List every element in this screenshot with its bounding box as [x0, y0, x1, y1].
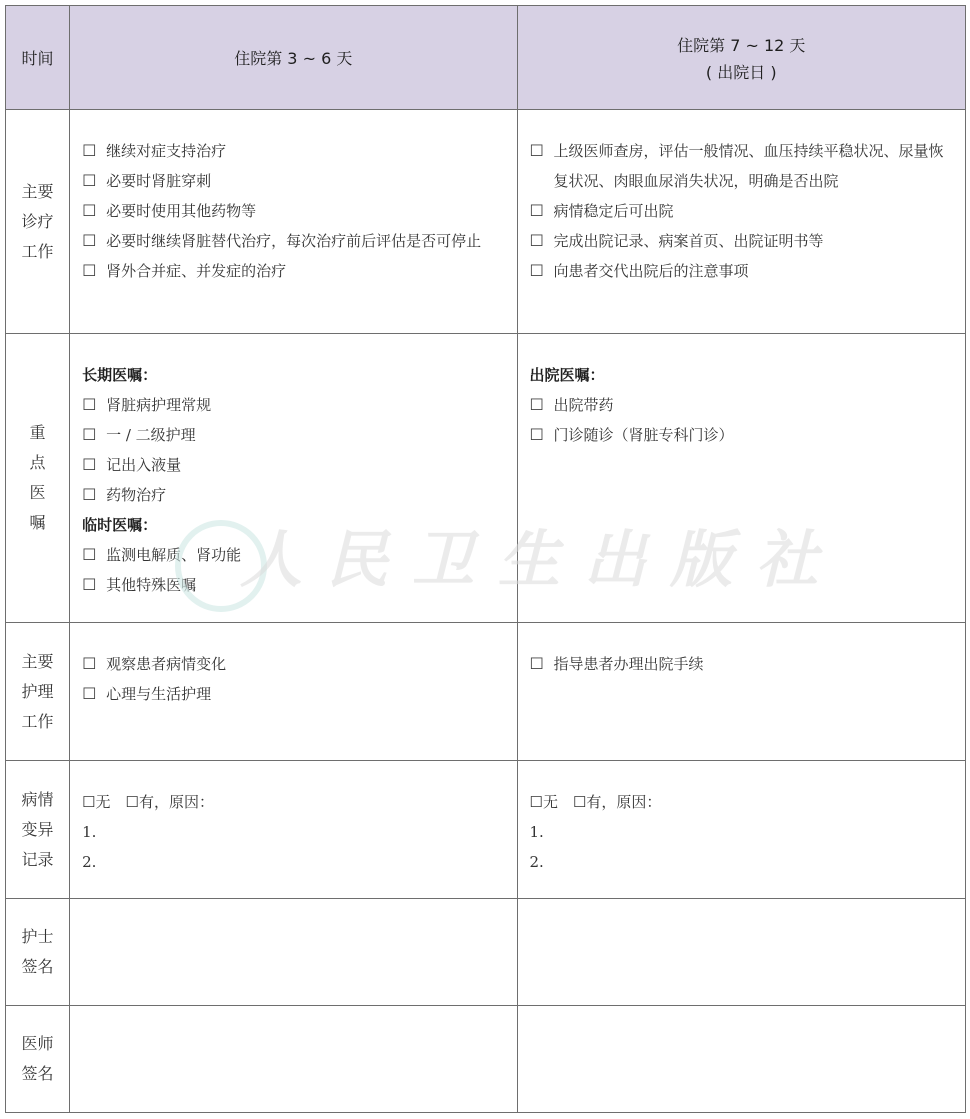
checklist-item[interactable]: ☐ 病情稳定后可出院 [530, 196, 953, 226]
nursing-col1 [70, 623, 517, 761]
pathway-table [5, 5, 966, 1113]
checkbox-icon[interactable]: ☐ [82, 425, 97, 444]
nurse-sign-label: 护士 签名 [6, 899, 70, 1006]
discharge-orders-title: 出院医嘱： [529, 366, 605, 384]
checkbox-icon[interactable]: ☐ [529, 395, 544, 414]
variation-reason-1[interactable]: 1. [82, 823, 97, 841]
checkbox-icon[interactable]: ☐ [82, 395, 97, 414]
checklist-item[interactable]: ☐ 记出入液量 [82, 450, 504, 480]
checklist-item[interactable]: ☐ 必要时使用其他药物等 [82, 196, 504, 226]
header-row [6, 6, 966, 110]
orders-row-label: 重 点 医 嘱 [6, 334, 70, 623]
checkbox-icon[interactable]: ☐ [82, 654, 97, 673]
doctor-sign-label: 医师 签名 [6, 1006, 70, 1113]
variation-col1 [70, 761, 517, 899]
diagnosis-col1 [70, 110, 517, 334]
nursing-row [6, 623, 966, 761]
time-header: 时间 [6, 6, 70, 110]
checklist-item[interactable]: ☐ 必要时肾脏穿刺 [82, 166, 504, 196]
nursing-row-label: 主要 护理 工作 [6, 623, 70, 761]
nurse-sign-col1[interactable] [70, 899, 517, 1006]
checklist-item[interactable]: ☐ 指导患者办理出院手续 [530, 649, 953, 679]
discharge-day-label: ( 出院日 ) [705, 62, 777, 82]
day-3-6-header: 住院第 3 ~ 6 天 [70, 6, 517, 110]
checklist-item[interactable]: ☐ 向患者交代出院后的注意事项 [530, 256, 953, 286]
variation-reason-1[interactable]: 1. [529, 823, 544, 841]
checklist-item[interactable]: ☐ 上级医师查房，评估一般情况、血压持续平稳状况、尿量恢复状况、肉眼血尿消失状况，明确是否出院 [530, 136, 953, 196]
checkbox-icon[interactable]: ☐ [529, 201, 544, 220]
temporary-orders-title: 临时医嘱： [82, 516, 158, 534]
checkbox-icon[interactable]: ☐ [529, 261, 544, 280]
doctor-sign-col2[interactable] [517, 1006, 965, 1113]
variation-choice[interactable]: ☐无 ☐有，原因： [529, 793, 662, 811]
long-term-orders-title: 长期医嘱： [82, 366, 158, 384]
checklist-item[interactable]: ☐ 心理与生活护理 [82, 679, 504, 709]
orders-row [6, 334, 966, 623]
variation-choice[interactable]: ☐无 ☐有，原因： [82, 793, 214, 811]
checklist-item[interactable]: ☐ 继续对症支持治疗 [82, 136, 504, 166]
variation-reason-2[interactable]: 2. [82, 853, 97, 871]
checkbox-icon[interactable]: ☐ [529, 231, 544, 250]
clinical-pathway-form [5, 5, 966, 1114]
checklist-item[interactable]: ☐ 肾外合并症、并发症的治疗 [82, 256, 504, 286]
checklist-item[interactable]: ☐ 肾脏病护理常规 [82, 390, 504, 420]
day-7-12-header [517, 6, 965, 110]
nursing-col2 [517, 623, 965, 761]
orders-col1 [70, 334, 517, 623]
checkbox-icon[interactable]: ☐ [82, 171, 97, 190]
doctor-sign-row [6, 1006, 966, 1113]
nurse-sign-col2[interactable] [517, 899, 965, 1006]
checklist-item[interactable]: ☐ 药物治疗 [82, 480, 504, 510]
variation-reason-2[interactable]: 2. [529, 853, 544, 871]
orders-col2 [517, 334, 965, 623]
variation-row-label: 病情 变异 记录 [6, 761, 70, 899]
diagnosis-row [6, 110, 966, 334]
checklist-item[interactable]: ☐ 观察患者病情变化 [82, 649, 504, 679]
checkbox-icon[interactable]: ☐ [82, 485, 97, 504]
checkbox-icon[interactable]: ☐ [529, 425, 544, 444]
nurse-sign-row [6, 899, 966, 1006]
checklist-item[interactable]: ☐ 出院带药 [530, 390, 953, 420]
checkbox-icon[interactable]: ☐ [82, 261, 97, 280]
checkbox-icon[interactable]: ☐ [82, 545, 97, 564]
checkbox-icon[interactable]: ☐ [529, 654, 544, 673]
checkbox-icon[interactable]: ☐ [82, 684, 97, 703]
diagnosis-row-label: 主要 诊疗 工作 [6, 110, 70, 334]
checkbox-icon[interactable]: ☐ [82, 201, 97, 220]
checklist-item[interactable]: ☐ 门诊随诊（肾脏专科门诊） [530, 420, 953, 450]
checklist-item[interactable]: ☐ 其他特殊医嘱 [82, 570, 504, 600]
checklist-item[interactable]: ☐ 一 / 二级护理 [82, 420, 504, 450]
variation-col2 [517, 761, 965, 899]
checklist-item[interactable]: ☐ 监测电解质、肾功能 [82, 540, 504, 570]
checklist-item[interactable]: ☐ 必要时继续肾脏替代治疗，每次治疗前后评估是否可停止 [82, 226, 504, 256]
checkbox-icon[interactable]: ☐ [529, 141, 544, 160]
publisher-watermark: 人民卫生出版社 [240, 523, 843, 596]
checkbox-icon[interactable]: ☐ [82, 231, 97, 250]
checkbox-icon[interactable]: ☐ [82, 141, 97, 160]
day-7-12-title: 住院第 7 ~ 12 天 [677, 35, 806, 55]
variation-row [6, 761, 966, 899]
doctor-sign-col1[interactable] [70, 1006, 517, 1113]
checklist-item[interactable]: ☐ 完成出院记录、病案首页、出院证明书等 [530, 226, 953, 256]
checkbox-icon[interactable]: ☐ [82, 575, 97, 594]
checkbox-icon[interactable]: ☐ [82, 455, 97, 474]
diagnosis-col2 [517, 110, 965, 334]
